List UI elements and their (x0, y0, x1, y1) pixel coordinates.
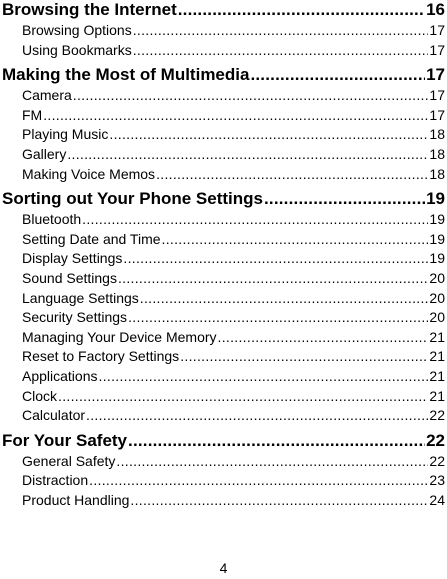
toc-subsection-entry[interactable] (0, 42, 447, 62)
toc-subsection-entry[interactable] (0, 211, 447, 231)
toc-entry-page: 21 (429, 328, 445, 345)
toc-subsection-entry[interactable] (0, 231, 447, 251)
toc-subsection-entry[interactable] (0, 270, 447, 290)
dot-leader (58, 388, 428, 404)
dot-leader (43, 107, 428, 123)
dot-leader (133, 42, 429, 58)
toc-entry-title: Making Voice Memos (22, 165, 156, 182)
toc-entry-page: 20 (429, 269, 445, 286)
toc-entry-title: Security Settings (22, 309, 128, 326)
toc-entry-page: 17 (429, 22, 445, 38)
toc-subsection-entry[interactable] (0, 250, 447, 270)
dot-leader (218, 329, 429, 345)
toc-entry-page: 22 (429, 452, 445, 469)
toc-entry-title: General Safety (22, 452, 116, 469)
toc-subsection-entry[interactable] (0, 290, 447, 310)
toc-entry-page: 21 (429, 387, 445, 404)
toc-entry-title: Gallery (22, 145, 67, 162)
toc-entry-page: 17 (429, 41, 445, 58)
toc-subsection-entry[interactable] (0, 107, 447, 127)
toc-entry-title: Applications (22, 367, 98, 384)
toc-entry-title: Sound Settings (22, 269, 117, 286)
dot-leader (128, 431, 425, 451)
toc-section-entry[interactable] (0, 431, 447, 453)
toc-section-entry[interactable] (0, 189, 447, 211)
toc-entry-title: Product Handling (22, 491, 130, 508)
toc-entry-page: 23 (429, 472, 445, 489)
toc-entry-title: Camera (22, 87, 72, 104)
toc-entry-title: Using Bookmarks (22, 41, 132, 58)
toc-subsection-entry[interactable] (0, 348, 447, 368)
dot-leader (67, 146, 428, 162)
toc-section-entry[interactable] (0, 65, 447, 87)
toc-entry-title: Browsing the Internet (2, 0, 177, 19)
dot-leader (130, 492, 428, 508)
toc-entry-title: Playing Music (22, 126, 109, 143)
toc-subsection-entry[interactable] (0, 166, 447, 186)
dot-leader (140, 290, 429, 306)
toc-entry-title: Display Settings (22, 250, 123, 267)
toc-entry-title: Browsing Options (22, 22, 132, 38)
toc-entry-page: 20 (429, 289, 445, 306)
toc-entry-page: 17 (426, 65, 445, 85)
toc-entry-page: 18 (429, 165, 445, 182)
toc-entry-page: 21 (429, 348, 445, 365)
dot-leader (180, 348, 428, 364)
toc-entry-page: 20 (429, 309, 445, 326)
toc-subsection-entry[interactable] (0, 309, 447, 329)
dot-leader (128, 309, 428, 325)
dot-leader (156, 166, 428, 182)
dot-leader (86, 407, 428, 423)
toc-entry-page: 22 (429, 407, 445, 424)
dot-leader (162, 231, 429, 247)
dot-leader (264, 189, 425, 209)
toc-entry-page: 17 (429, 87, 445, 104)
toc-subsection-entry[interactable] (0, 22, 447, 42)
toc-entry-title: Clock (22, 387, 58, 404)
toc-entry-page: 21 (429, 367, 445, 384)
dot-leader (109, 126, 428, 142)
page-number: 4 (219, 560, 228, 576)
toc-entry-title: Language Settings (22, 289, 139, 306)
toc-entry-page: 19 (426, 189, 445, 209)
toc-entry-title: Setting Date and Time (22, 230, 161, 247)
toc-subsection-entry[interactable] (0, 126, 447, 146)
toc-entry-title: Reset to Factory Settings (22, 348, 180, 365)
toc-entry-page: 17 (429, 106, 445, 123)
toc-entry-page: 18 (429, 145, 445, 162)
dot-leader (118, 270, 428, 286)
toc-entry-title: Managing Your Device Memory (22, 328, 217, 345)
dot-leader (82, 211, 428, 227)
dot-leader (123, 250, 428, 266)
dot-leader (99, 368, 429, 384)
toc-subsection-entry[interactable] (0, 146, 447, 166)
toc-entry-page: 18 (429, 126, 445, 143)
toc-entry-title: For Your Safety (2, 430, 128, 450)
toc-subsection-entry[interactable] (0, 453, 447, 473)
toc-subsection-entry[interactable] (0, 329, 447, 349)
dot-leader (133, 22, 429, 38)
dot-leader (250, 65, 425, 85)
toc-entry-title: Bluetooth (22, 211, 82, 228)
toc-subsection-entry[interactable] (0, 407, 447, 427)
toc-subsection-entry[interactable] (0, 472, 447, 492)
toc-section-entry[interactable] (0, 0, 447, 22)
toc-subsection-entry[interactable] (0, 492, 447, 512)
toc-entry-page: 24 (429, 491, 445, 508)
toc-subsection-entry[interactable] (0, 388, 447, 408)
toc-entry-title: Distraction (22, 472, 89, 489)
dot-leader (116, 453, 428, 469)
toc-entry-page: 19 (429, 211, 445, 228)
toc-entry-title: Sorting out Your Phone Settings (2, 189, 263, 209)
toc-entry-title: Making the Most of Multimedia (2, 65, 250, 85)
toc-entry-page: 16 (426, 0, 445, 19)
toc-entry-page: 19 (429, 230, 445, 247)
dot-leader (73, 87, 429, 103)
dot-leader (89, 472, 428, 488)
toc-subsection-entry[interactable] (0, 87, 447, 107)
toc-entry-title: FM (22, 106, 43, 123)
toc-entry-page: 19 (429, 250, 445, 267)
toc-entry-title: Calculator (22, 407, 86, 424)
dot-leader (178, 0, 425, 20)
toc-subsection-entry[interactable] (0, 368, 447, 388)
toc-entry-page: 22 (426, 430, 445, 450)
